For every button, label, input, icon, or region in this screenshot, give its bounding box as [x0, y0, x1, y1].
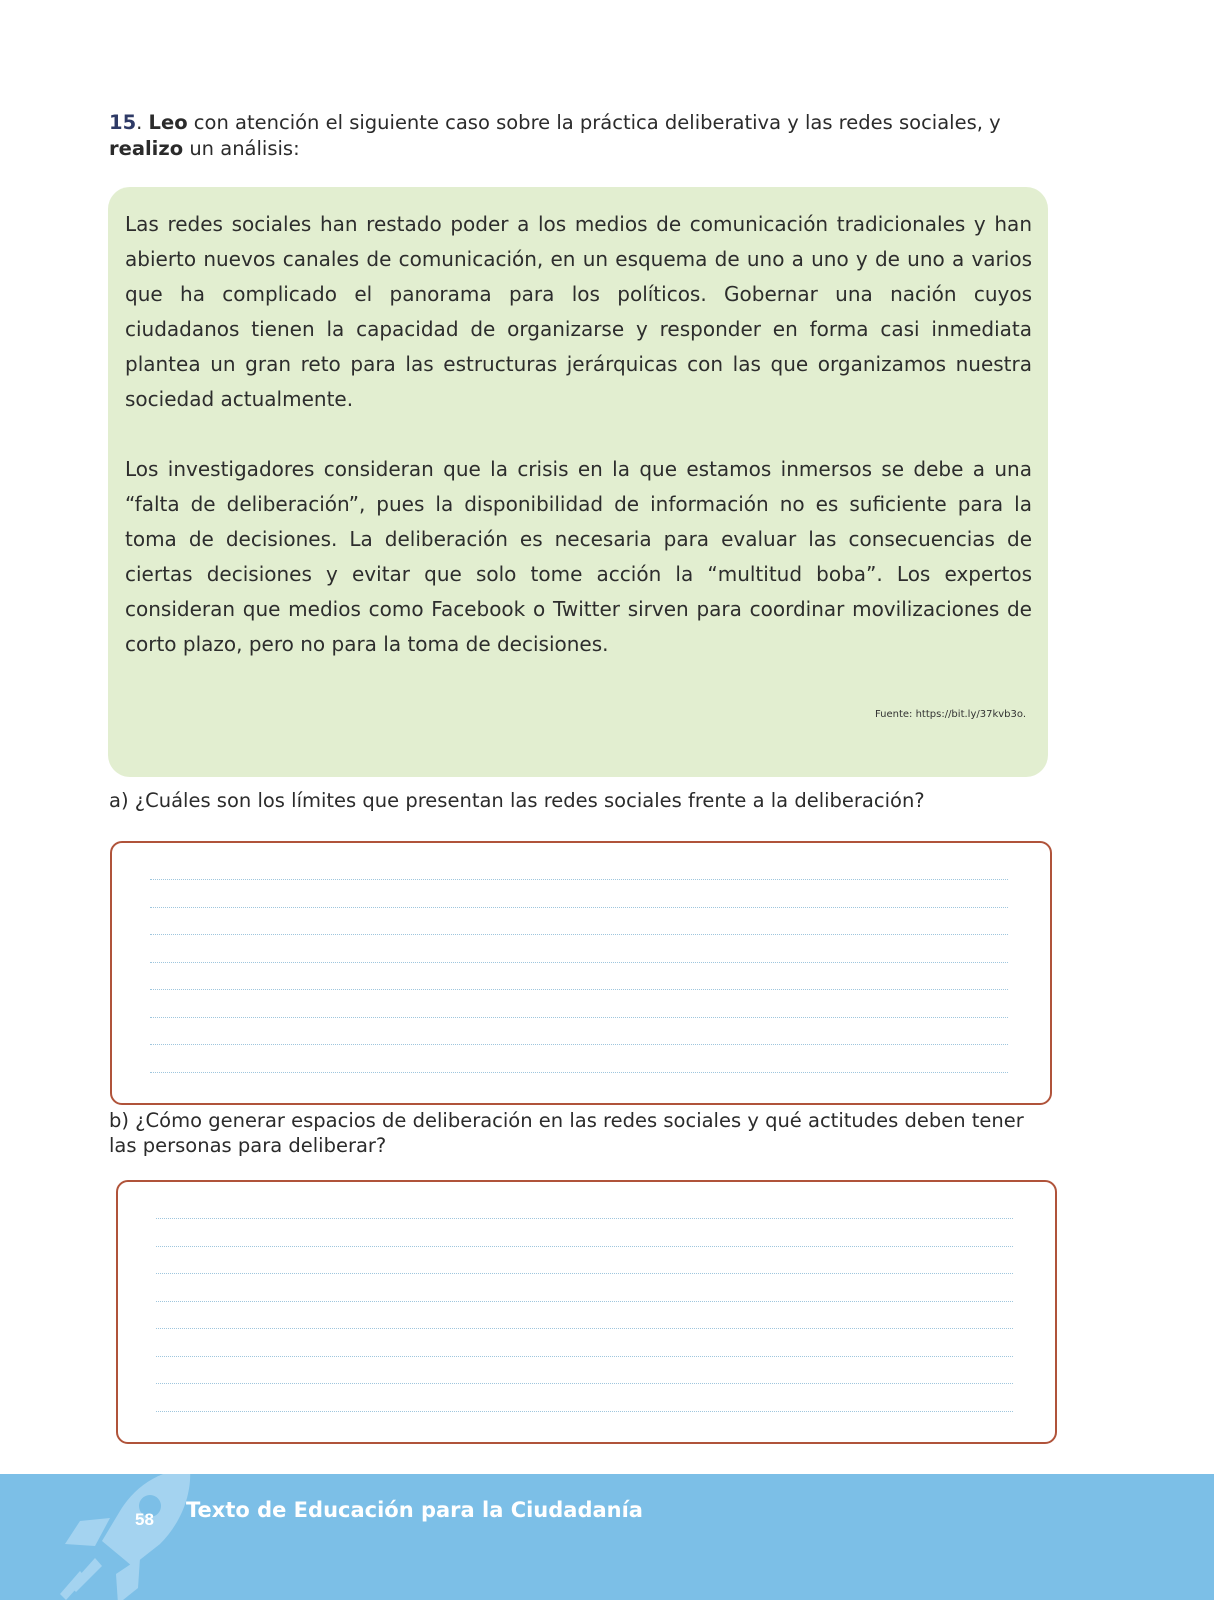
activity-text-2: un análisis:	[183, 137, 300, 160]
answer-line	[156, 1218, 1013, 1219]
answer-line	[156, 1273, 1013, 1274]
answer-line	[150, 907, 1008, 908]
activity-verb-do: realizo	[109, 137, 184, 160]
answer-line	[150, 989, 1008, 990]
book-title: Texto de Educación para la Ciudadanía	[186, 1498, 643, 1522]
reading-paragraph-1: Las redes sociales han restado poder a los medios de comunicación tradicionales y han abierto nuevos canales de comunicación, en un esquema de uno a uno y de uno a varios que ha complicado el panorama para los políticos. Gobernar una nación cuyos ciudadanos tienen la capacidad de organizarse y responder en forma casi inmediata plantea un gran reto para las estructuras jerárquicas con las que organizamos nuestra sociedad actualmente.	[125, 212, 1032, 411]
answer-line	[150, 962, 1008, 963]
activity-text-1: con atención el siguiente caso sobre la práctica deliberativa y las redes sociales, y	[187, 111, 1001, 134]
reading-source: Fuente: https://bit.ly/37kvb3o.	[874, 709, 1026, 720]
answer-line	[156, 1301, 1013, 1302]
answer-line	[150, 934, 1008, 935]
activity-verb-read: Leo	[148, 111, 188, 134]
answer-line	[156, 1411, 1013, 1412]
answer-box-b[interactable]	[116, 1180, 1057, 1444]
answer-line	[150, 1017, 1008, 1018]
reading-paragraph-2: Los investigadores consideran que la crisis en la que estamos inmersos se debe a una “falta de deliberación”, pues la disponibilidad de información no es suficiente para la toma de decisiones. La deliberación es necesaria para evaluar las consecuencias de ciertas decisiones y evitar que solo tome acción la “multitud boba”. Los expertos consideran que medios como Facebook o Twitter sirven para coordinar movilizaciones de corto plazo, pero no para la toma de decisiones.	[125, 457, 1032, 656]
answer-line	[156, 1356, 1013, 1357]
question-b: b) ¿Cómo generar espacios de deliberación en las redes sociales y qué actitudes deben tener las personas para deliberar?	[109, 1109, 1024, 1157]
question-a: a) ¿Cuáles son los límites que presentan las redes sociales frente a la deliberación?	[109, 789, 925, 812]
rocket-icon	[40, 1474, 200, 1600]
reading-box	[108, 187, 1048, 777]
answer-line	[156, 1246, 1013, 1247]
page-footer	[0, 1474, 1214, 1600]
answer-line	[156, 1328, 1013, 1329]
answer-line	[156, 1383, 1013, 1384]
answer-line	[150, 1072, 1008, 1073]
answer-line	[150, 1044, 1008, 1045]
activity-instruction: 15. Leo con atención el siguiente caso sobre la práctica deliberativa y las redes sociales, y realizo un análisis:	[109, 111, 1001, 160]
page-number: 58	[135, 1510, 154, 1529]
answer-line	[150, 879, 1008, 880]
answer-box-a[interactable]	[110, 841, 1052, 1105]
activity-number: 15	[109, 111, 137, 134]
